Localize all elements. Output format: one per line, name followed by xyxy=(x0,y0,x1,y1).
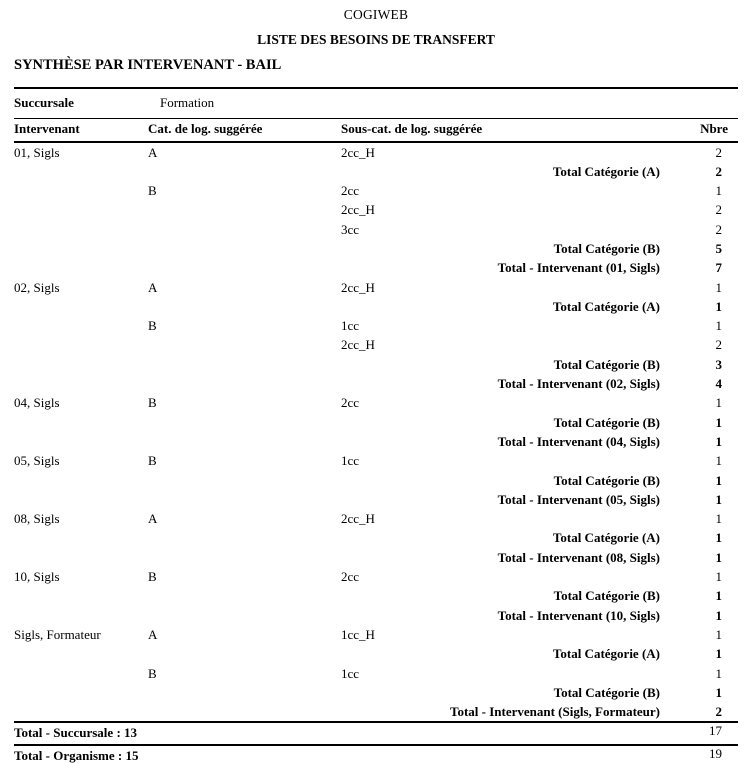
subcategory-cell: 2cc xyxy=(341,569,360,585)
nbre-cell: 2 xyxy=(715,163,722,179)
nbre-cell: 7 xyxy=(715,260,722,276)
category-cell: A xyxy=(148,279,158,295)
category-cell: B xyxy=(148,183,157,199)
total-row xyxy=(14,528,738,547)
total-row xyxy=(14,490,738,509)
category-cell: B xyxy=(148,569,157,585)
nbre-cell: 2 xyxy=(715,144,722,160)
table-header-row xyxy=(14,118,738,143)
category-cell: B xyxy=(148,453,157,469)
total-row xyxy=(14,586,738,605)
nbre-cell: 1 xyxy=(715,318,722,334)
category-cell: A xyxy=(148,511,158,527)
subcategory-cell: 2cc xyxy=(341,183,360,199)
total-row xyxy=(14,258,738,277)
subcategory-cell: 1cc xyxy=(341,453,360,469)
intervenant-cell xyxy=(14,200,148,219)
section-title: SYNTHÈSE PAR INTERVENANT - BAIL xyxy=(14,57,282,73)
nbre-cell: 1 xyxy=(715,433,722,449)
nbre-cell: 2 xyxy=(715,221,722,237)
category-cell: A xyxy=(148,626,158,642)
table-row xyxy=(14,335,738,354)
total-row xyxy=(14,432,738,451)
footer-total-value: 19 xyxy=(709,746,722,762)
total-row xyxy=(14,374,738,393)
nbre-cell: 1 xyxy=(715,472,722,488)
footer-total-row xyxy=(14,721,738,744)
intervenant-cell: Sigls, Formateur xyxy=(14,626,101,642)
total-label: Total - Intervenant (Sigls, Formateur) xyxy=(449,704,660,720)
table-row xyxy=(14,143,738,162)
intervenant-cell xyxy=(14,664,148,683)
total-label: Total Catégorie (B) xyxy=(553,356,660,372)
category-cell xyxy=(148,200,341,219)
category-cell xyxy=(148,335,341,354)
nbre-cell: 2 xyxy=(715,202,722,218)
succursale-label: Succursale xyxy=(14,95,74,110)
nbre-cell: 1 xyxy=(715,183,722,199)
intervenant-cell: 01, Sigls xyxy=(14,144,60,160)
nbre-cell: 1 xyxy=(715,298,722,314)
formation-label: Formation xyxy=(160,95,215,110)
table-row xyxy=(14,393,738,412)
nbre-cell: 1 xyxy=(715,453,722,469)
table-row xyxy=(14,278,738,297)
subcategory-cell: 2cc_H xyxy=(341,144,375,160)
table-row xyxy=(14,664,738,683)
total-label: Total Catégorie (A) xyxy=(552,530,660,546)
org-title: COGIWEB xyxy=(343,7,409,22)
col-header-intervenant: Intervenant xyxy=(14,121,80,136)
intervenant-cell xyxy=(14,220,148,239)
total-row xyxy=(14,606,738,625)
nbre-cell: 1 xyxy=(715,549,722,565)
intervenant-cell: 10, Sigls xyxy=(14,569,60,585)
total-label: Total Catégorie (B) xyxy=(553,684,660,700)
nbre-cell: 1 xyxy=(715,646,722,662)
nbre-cell: 1 xyxy=(715,665,722,681)
total-label: Total - Intervenant (05, Sigls) xyxy=(497,491,660,507)
footer-total-row xyxy=(14,744,738,763)
total-row xyxy=(14,683,738,702)
total-label: Total - Intervenant (01, Sigls) xyxy=(497,260,660,276)
nbre-cell: 1 xyxy=(715,279,722,295)
subcategory-cell: 2cc_H xyxy=(341,337,375,353)
category-cell: A xyxy=(148,144,158,160)
footer-total-label: Total - Succursale : 13 xyxy=(14,725,138,741)
nbre-cell: 2 xyxy=(715,337,722,353)
total-row xyxy=(14,644,738,663)
nbre-cell: 2 xyxy=(715,704,722,720)
table-row xyxy=(14,200,738,219)
intervenant-cell xyxy=(14,316,148,335)
total-row xyxy=(14,239,738,258)
total-label: Total Catégorie (B) xyxy=(553,472,660,488)
total-label: Total - Intervenant (08, Sigls) xyxy=(497,549,660,565)
report-table xyxy=(14,87,738,763)
col-header-souscat: Sous-cat. de log. suggérée xyxy=(341,121,483,136)
subcategory-cell: 2cc xyxy=(341,395,360,411)
nbre-cell: 1 xyxy=(715,414,722,430)
table-footer xyxy=(14,721,738,763)
col-header-cat: Cat. de log. suggérée xyxy=(148,121,263,136)
subcategory-cell: 3cc xyxy=(341,221,360,237)
table-row xyxy=(14,625,738,644)
intervenant-cell: 08, Sigls xyxy=(14,511,60,527)
subcategory-cell: 2cc_H xyxy=(341,511,375,527)
subcategory-cell: 2cc_H xyxy=(341,279,375,295)
intervenant-cell xyxy=(14,181,148,200)
total-label: Total Catégorie (B) xyxy=(553,588,660,604)
category-cell xyxy=(148,220,341,239)
total-row xyxy=(14,162,738,181)
nbre-cell: 1 xyxy=(715,530,722,546)
nbre-cell: 1 xyxy=(715,588,722,604)
nbre-cell: 1 xyxy=(715,511,722,527)
nbre-cell: 1 xyxy=(715,569,722,585)
table-row xyxy=(14,181,738,200)
nbre-cell: 3 xyxy=(715,356,722,372)
group-header-row xyxy=(14,89,738,118)
nbre-cell: 1 xyxy=(715,626,722,642)
category-cell: B xyxy=(148,395,157,411)
table-row xyxy=(14,316,738,335)
subcategory-cell: 1cc_H xyxy=(341,626,375,642)
total-row xyxy=(14,413,738,432)
total-label: Total Catégorie (A) xyxy=(552,163,660,179)
intervenant-cell: 02, Sigls xyxy=(14,279,60,295)
table-row xyxy=(14,451,738,470)
total-row xyxy=(14,471,738,490)
total-row xyxy=(14,355,738,374)
nbre-cell: 5 xyxy=(715,240,722,256)
footer-total-value: 17 xyxy=(709,723,722,739)
intervenant-cell: 04, Sigls xyxy=(14,395,60,411)
total-row xyxy=(14,702,738,721)
report-title: LISTE DES BESOINS DE TRANSFERT xyxy=(257,32,495,47)
table-row xyxy=(14,509,738,528)
total-label: Total - Intervenant (02, Sigls) xyxy=(497,376,660,392)
table-body xyxy=(14,143,738,722)
col-header-nbre: Nbre xyxy=(700,121,728,136)
intervenant-cell: 05, Sigls xyxy=(14,453,60,469)
nbre-cell: 1 xyxy=(715,491,722,507)
nbre-cell: 1 xyxy=(715,684,722,700)
total-label: Total - Intervenant (10, Sigls) xyxy=(497,607,660,623)
total-row xyxy=(14,297,738,316)
total-label: Total - Intervenant (04, Sigls) xyxy=(497,433,660,449)
total-label: Total Catégorie (B) xyxy=(553,414,660,430)
category-cell: B xyxy=(148,318,157,334)
total-row xyxy=(14,548,738,567)
total-label: Total Catégorie (A) xyxy=(552,646,660,662)
subcategory-cell: 2cc_H xyxy=(341,202,375,218)
nbre-cell: 1 xyxy=(715,607,722,623)
total-label: Total Catégorie (B) xyxy=(553,240,660,256)
table-row xyxy=(14,567,738,586)
table-row xyxy=(14,220,738,239)
nbre-cell: 4 xyxy=(715,376,722,392)
category-cell: B xyxy=(148,665,157,681)
nbre-cell: 1 xyxy=(715,395,722,411)
footer-total-label: Total - Organisme : 15 xyxy=(14,748,139,763)
subcategory-cell: 1cc xyxy=(341,665,360,681)
total-label: Total Catégorie (A) xyxy=(552,298,660,314)
subcategory-cell: 1cc xyxy=(341,318,360,334)
intervenant-cell xyxy=(14,335,148,354)
